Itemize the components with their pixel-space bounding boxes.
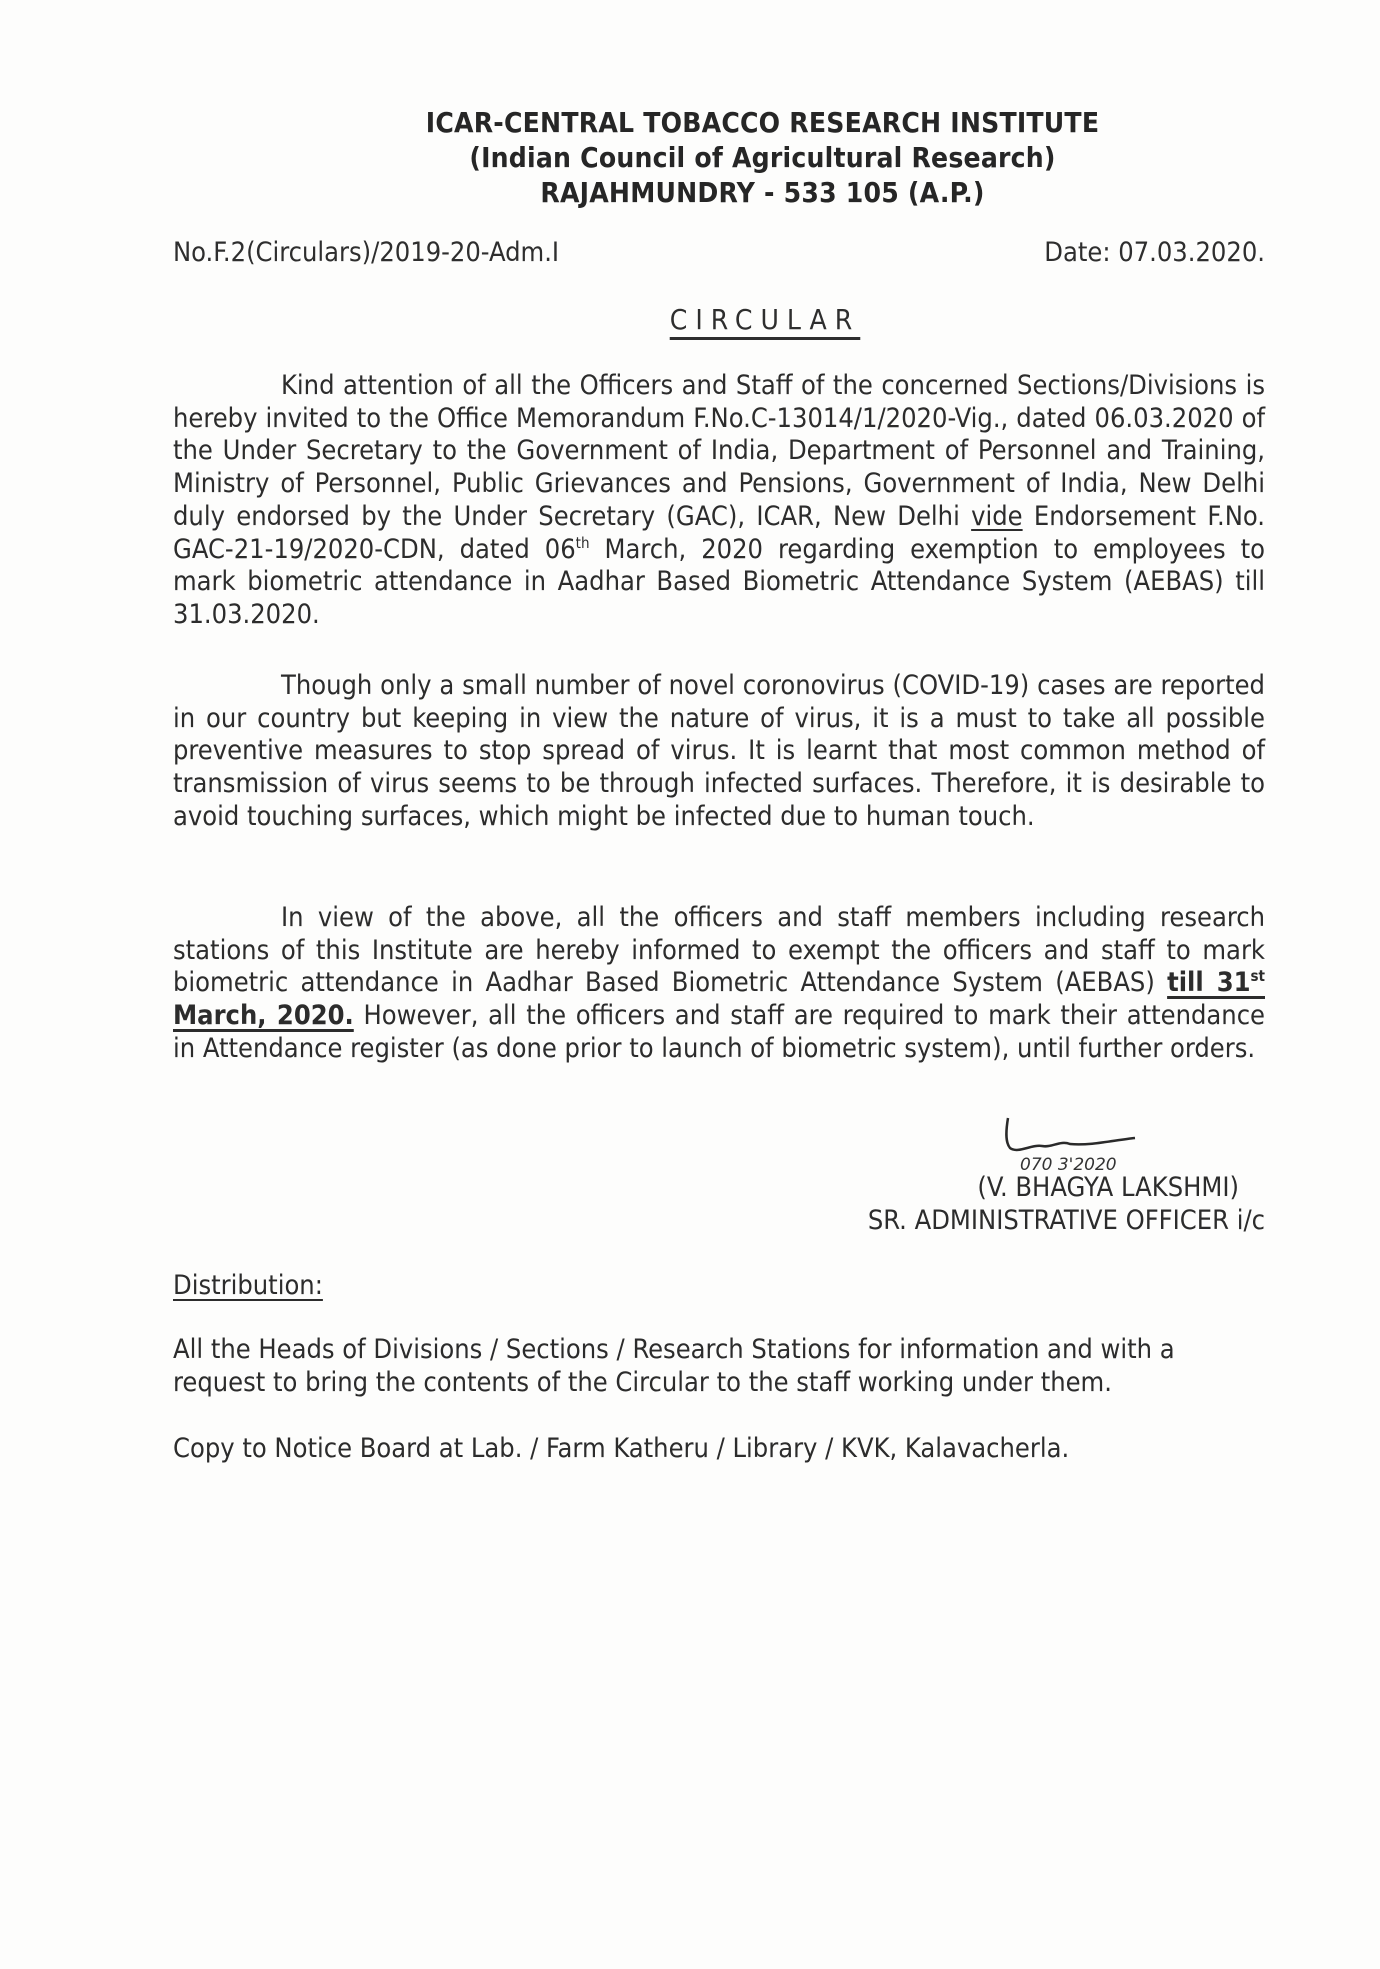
distribution-copy-to: Copy to Notice Board at Lab. / Farm Katheru / Library / KVK, Kalavacherla. xyxy=(173,1433,1070,1464)
document-title: CIRCULAR xyxy=(669,303,861,336)
reference-line xyxy=(173,237,1265,268)
paragraph-1: Kind attention of all the Officers and Staff of the concerned Sections/Divisions is hereby invited to the Office Memorandum F.No.C-13014/1/2020-Vig., dated 06.03.2020 of the Under Secretary to the Government of India, Department of Personnel and Training, Ministry of Personnel, Public Grievances and Pensions, Government of India, New Delhi duly endorsed by the Under Secretary (GAC), ICAR, New Delhi vide Endorsement F.No. GAC-21-19/2020-CDN, dated 06th March, 2020 regarding exemption to employees to mark biometric attendance in Aadhar Based Biometric Attendance System (AEBAS) till 31.03.2020. xyxy=(173,370,1265,630)
letterhead xyxy=(0,105,1380,210)
vide-underlined: vide xyxy=(971,500,1023,532)
paragraph-2: Though only a small number of novel coronovirus (COVID-19) cases are reported in our country but keeping in view the nature of virus, it is a must to take all possible preventive measures to stop spread of virus. It is learnt that most common method of transmission of virus seems to be through infected surfaces. Therefore, it is desirable to avoid touching surfaces, which might be infected due to human touch. xyxy=(173,670,1265,832)
deadline-emphasis: till 31st March, 2020. xyxy=(173,967,1265,1032)
distribution-heading: Distribution: xyxy=(173,1270,323,1301)
paragraph-3: In view of the above, all the officers and staff members including research stations of this Institute are hereby informed to exempt the officers and staff to mark biometric attendance in Aadhar Based Biometric Attendance System (AEBAS) till 31st March, 2020. However, all the officers and staff are required to mark their attendance in Attendance register (as done prior to launch of biometric system), until further orders. xyxy=(173,902,1266,1064)
file-number: No.F.2(Circulars)/2019-20-Adm.I xyxy=(173,237,560,268)
circular-date: Date: 07.03.2020. xyxy=(1044,237,1265,268)
parent-organization: (Indian Council of Agricultural Research) xyxy=(469,141,1056,174)
svg-text:070 3'2020: 070 3'2020 xyxy=(1020,1155,1117,1175)
signatory-name: (V. BHAGYA LAKSHMI) xyxy=(977,1172,1239,1203)
signatory-designation: SR. ADMINISTRATIVE OFFICER i/c xyxy=(867,1205,1265,1236)
institute-address: RAJAHMUNDRY - 533 105 (A.P.) xyxy=(540,176,985,209)
distribution-recipients: All the Heads of Divisions / Sections / Research Stations for information and with a request to bring the contents of the Circular to the staff working under them. xyxy=(173,1334,1175,1398)
handwritten-signature-icon xyxy=(990,1110,1160,1180)
institute-name: ICAR-CENTRAL TOBACCO RESEARCH INSTITUTE xyxy=(425,106,1100,139)
